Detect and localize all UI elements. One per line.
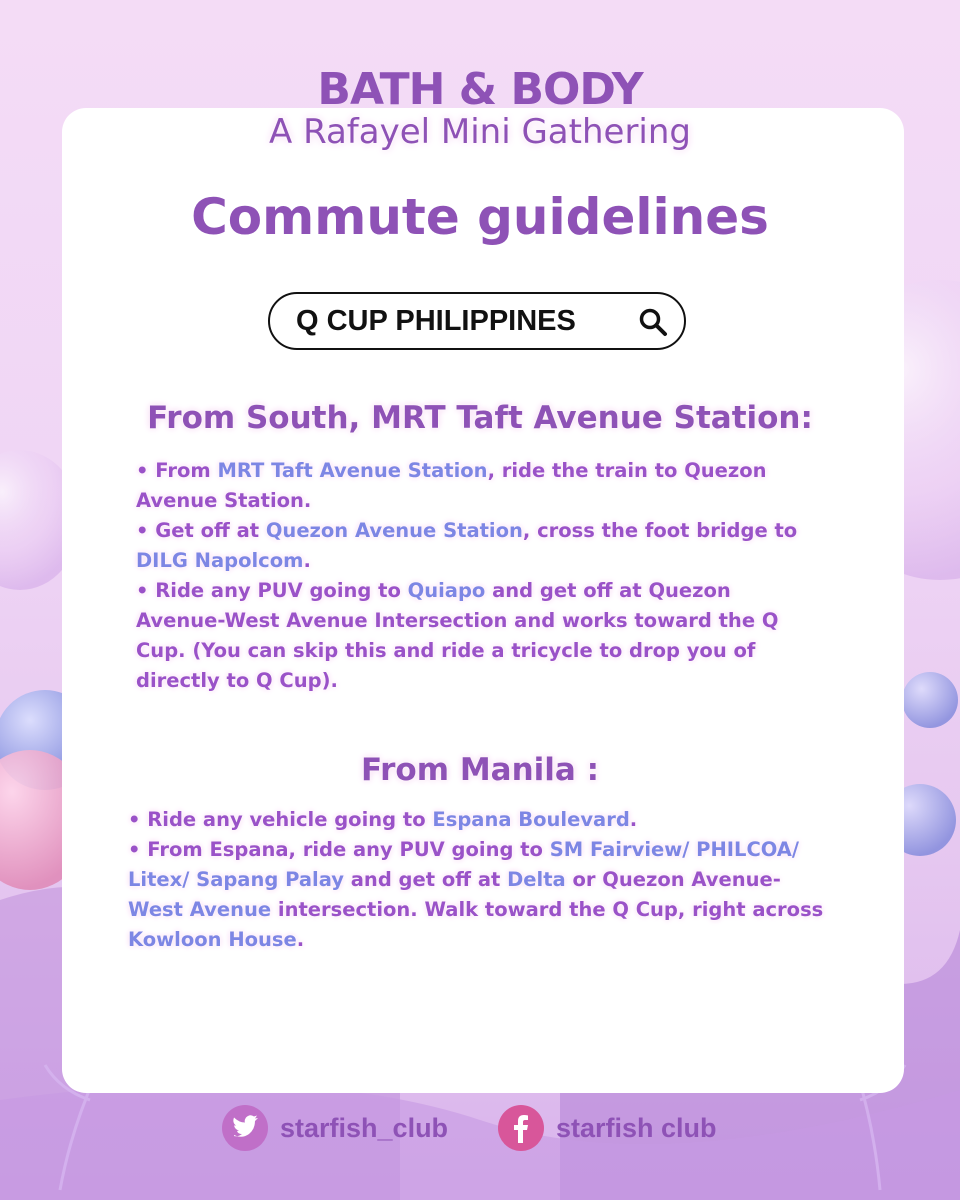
direction-line bbox=[136, 606, 797, 636]
direction-text: Cup. (You can skip this and ride a tricycle to drop you of bbox=[136, 639, 756, 662]
direction-line bbox=[136, 636, 797, 666]
direction-text: Avenue Station. bbox=[136, 489, 312, 512]
section-title-manila: From Manila : bbox=[360, 752, 600, 788]
event-title: BATH & BODY bbox=[317, 64, 643, 115]
direction-line bbox=[136, 486, 797, 516]
search-bar[interactable] bbox=[268, 292, 686, 350]
search-value: Q CUP PHILIPPINES bbox=[296, 305, 576, 337]
direction-line bbox=[136, 576, 797, 606]
direction-line bbox=[128, 925, 823, 955]
place-name: Litex/ Sapang Palay bbox=[128, 868, 344, 891]
twitter-handle[interactable] bbox=[222, 1098, 448, 1158]
twitter-label: starfish_club bbox=[280, 1112, 449, 1143]
direction-text: directly to Q Cup). bbox=[136, 669, 338, 692]
direction-line bbox=[128, 805, 823, 835]
place-name: SM Fairview/ PHILCOA/ bbox=[549, 838, 800, 861]
direction-text: . bbox=[303, 549, 311, 572]
direction-text: • Ride any vehicle going to bbox=[128, 808, 433, 831]
direction-text: • Get off at bbox=[136, 519, 266, 542]
direction-text: • From bbox=[136, 459, 218, 482]
direction-text: Avenue-West Avenue Intersection and works toward the Q bbox=[136, 609, 779, 632]
direction-line bbox=[136, 456, 797, 486]
direction-line bbox=[136, 516, 797, 546]
facebook-handle[interactable] bbox=[498, 1098, 717, 1158]
event-subtitle: A Rafayel Mini Gathering bbox=[269, 112, 691, 152]
direction-text: intersection. Walk toward the Q Cup, right across bbox=[271, 898, 824, 921]
direction-text: , cross the foot bridge to bbox=[522, 519, 798, 542]
page-heading: Commute guidelines bbox=[191, 188, 769, 246]
direction-text: and get off at bbox=[343, 868, 508, 891]
section-title-south: From South, MRT Taft Avenue Station: bbox=[147, 400, 813, 436]
direction-text: . bbox=[296, 928, 305, 951]
direction-line bbox=[136, 546, 797, 576]
direction-line bbox=[136, 666, 797, 696]
direction-line bbox=[128, 835, 823, 865]
direction-text: . bbox=[629, 808, 638, 831]
direction-text: • From Espana, ride any PUV going to bbox=[128, 838, 550, 861]
place-name: Quezon Avenue Station bbox=[265, 519, 523, 542]
direction-text: , ride the train to Quezon bbox=[487, 459, 767, 482]
place-name: Kowloon House bbox=[128, 928, 297, 951]
direction-line bbox=[128, 865, 823, 895]
direction-text: and get off at Quezon bbox=[485, 579, 731, 602]
place-name: Quiapo bbox=[407, 579, 486, 602]
place-name: MRT Taft Avenue Station bbox=[217, 459, 488, 482]
direction-text: • Ride any PUV going to bbox=[136, 579, 408, 602]
place-name: West Avenue bbox=[128, 898, 272, 921]
facebook-label: starfish club bbox=[556, 1112, 717, 1143]
facebook-icon bbox=[498, 1105, 544, 1151]
twitter-icon bbox=[222, 1105, 268, 1151]
direction-text: or Quezon Avenue- bbox=[565, 868, 781, 891]
direction-line bbox=[128, 895, 823, 925]
place-name: Espana Boulevard bbox=[432, 808, 630, 831]
search-icon[interactable] bbox=[638, 307, 668, 337]
manila-directions bbox=[128, 805, 823, 955]
place-name: DILG Napolcom bbox=[136, 549, 304, 572]
south-directions bbox=[136, 456, 797, 696]
place-name: Delta bbox=[507, 868, 566, 891]
